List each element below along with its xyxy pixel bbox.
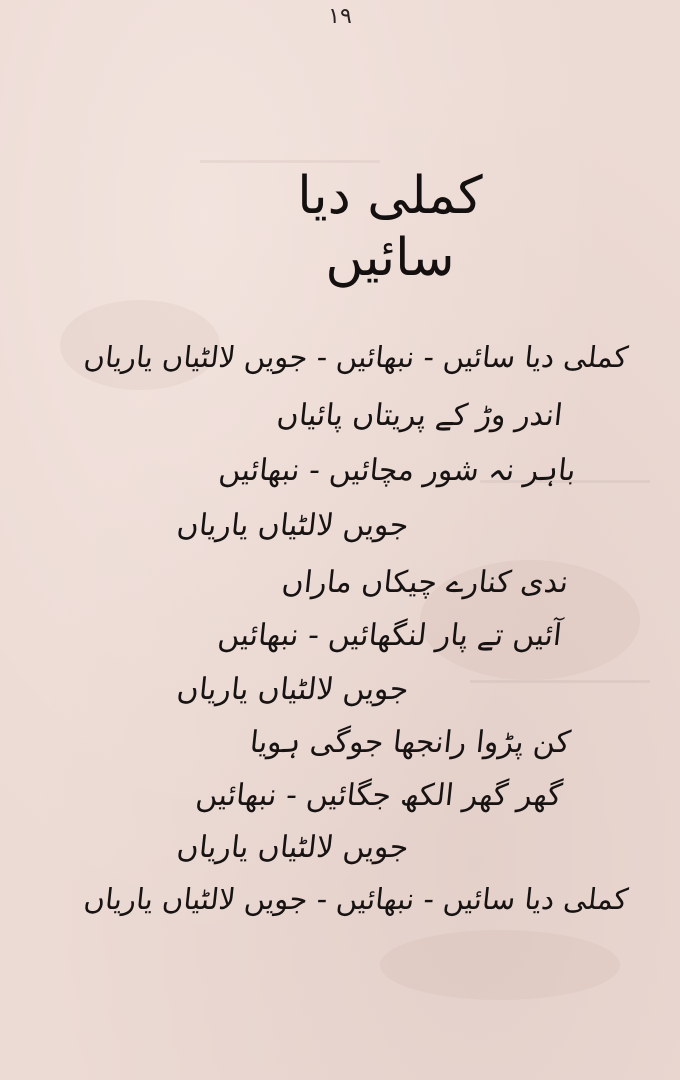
poem-line-9: گھر گھر الکھ جگائیں - نبھائیں — [194, 778, 564, 813]
poem-line-6: آئیں تے پار لنگھائیں - نبھائیں — [216, 618, 564, 653]
poem-line-8: کن پڑوا رانجھا جوگی ہویا — [247, 725, 572, 760]
poem-line-5: ندی کنارے چیکاں ماراں — [280, 565, 570, 600]
poem-line-11: کملی دیا سائیں - نبھائیں - جویں لالٹیاں یاریاں — [82, 882, 630, 916]
page-number: ١٩ — [328, 4, 352, 29]
poem-title: کملی دیا سائیں — [297, 166, 483, 289]
bleed-through-mark — [200, 110, 380, 163]
poem-line-2: اندر وڑ کے پریتاں پائیاں — [274, 398, 564, 433]
paper-stain — [380, 930, 620, 1000]
poem-line-1: کملی دیا سائیں - نبھائیں - جویں لالٹیاں یاریاں — [82, 340, 630, 374]
poem-line-4: جویں لالٹیاں یاریاں — [174, 508, 410, 543]
poem-line-3: باہر نہ شور مچائیں - نبھائیں — [217, 453, 578, 488]
poem-line-7: جویں لالٹیاں یاریاں — [174, 672, 410, 707]
poem-line-10: جویں لالٹیاں یاریاں — [174, 830, 410, 865]
